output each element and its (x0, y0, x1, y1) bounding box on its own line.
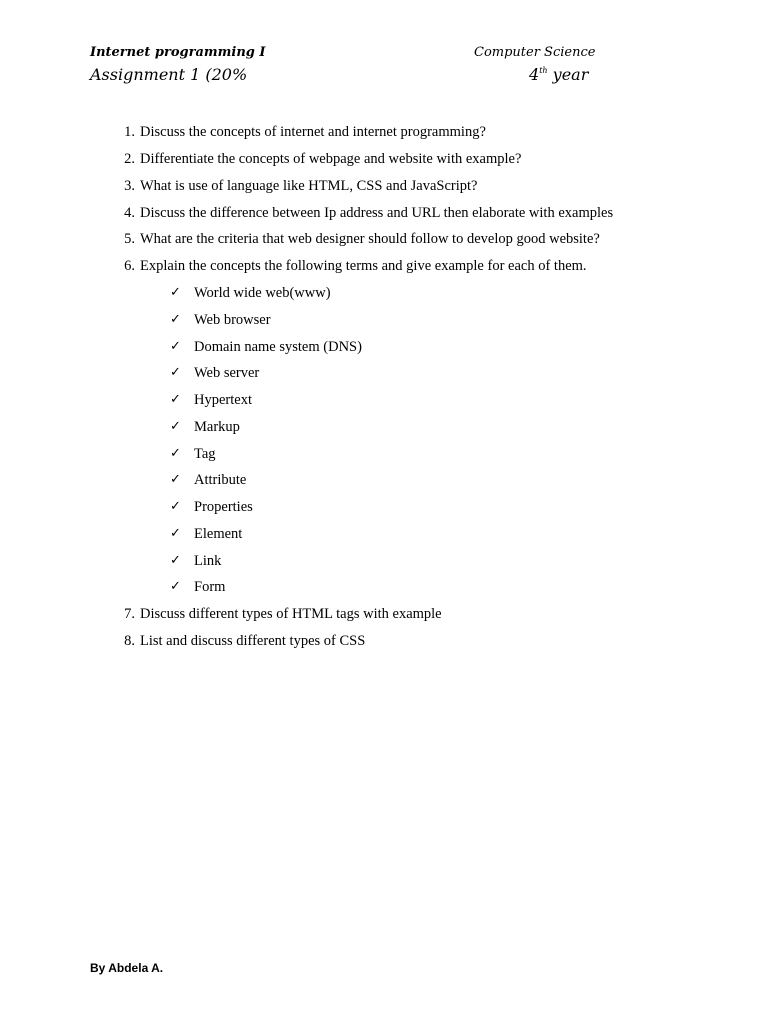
term-text: Markup (194, 419, 240, 435)
assignment-title: Assignment 1 (20% (90, 65, 248, 84)
check-mark-icon: ✓ (170, 365, 181, 380)
check-mark-icon: ✓ (170, 285, 181, 300)
term-text: Attribute (194, 472, 247, 488)
course-name: Internet programming I (90, 45, 266, 60)
check-mark-icon: ✓ (170, 392, 181, 407)
check-mark-icon: ✓ (170, 312, 181, 327)
term-text: Tag (194, 446, 216, 462)
check-mark-icon: ✓ (170, 472, 181, 487)
question-text: Discuss the concepts of internet and internet programming? (140, 124, 486, 140)
term-text: Link (194, 553, 222, 569)
year-number: 4 (529, 65, 540, 84)
term-text: Form (194, 579, 226, 595)
term-text: Properties (194, 499, 253, 515)
check-mark-icon: ✓ (170, 419, 181, 434)
term-text: Element (194, 526, 243, 542)
department-name: Computer Science (474, 45, 596, 60)
question-number: 7. (124, 606, 135, 622)
term-text: World wide web(www) (194, 285, 331, 301)
question-text: Discuss different types of HTML tags with example (140, 606, 442, 622)
question-text: What is use of language like HTML, CSS and JavaScript? (140, 178, 478, 194)
year-suffix: th (539, 66, 548, 75)
question-text: Explain the concepts the following terms and give example for each of them. (140, 258, 587, 274)
question-number: 2. (124, 151, 135, 167)
question-text: List and discuss different types of CSS (140, 633, 366, 649)
check-mark-icon: ✓ (170, 579, 181, 594)
year-word: year (547, 65, 589, 84)
question-number: 8. (124, 633, 135, 649)
term-text: Web server (194, 365, 260, 381)
term-text: Web browser (194, 312, 271, 328)
question-text: Differentiate the concepts of webpage and website with example? (140, 151, 522, 167)
question-number: 1. (124, 124, 135, 140)
check-mark-icon: ✓ (170, 499, 181, 514)
check-mark-icon: ✓ (170, 526, 181, 541)
study-year (529, 65, 588, 84)
check-mark-icon: ✓ (170, 339, 181, 354)
question-number: 3. (124, 178, 135, 194)
question-number: 4. (124, 205, 135, 221)
term-text: Domain name system (DNS) (194, 339, 362, 355)
check-mark-icon: ✓ (170, 446, 181, 461)
question-number: 5. (124, 231, 135, 247)
question-number: 6. (124, 258, 135, 274)
question-text: What are the criteria that web designer should follow to develop good website? (140, 231, 600, 247)
term-text: Hypertext (194, 392, 252, 408)
question-text: Discuss the difference between Ip address and URL then elaborate with examples (140, 205, 614, 221)
author-footer: By Abdela A. (90, 961, 164, 975)
check-mark-icon: ✓ (170, 553, 181, 568)
